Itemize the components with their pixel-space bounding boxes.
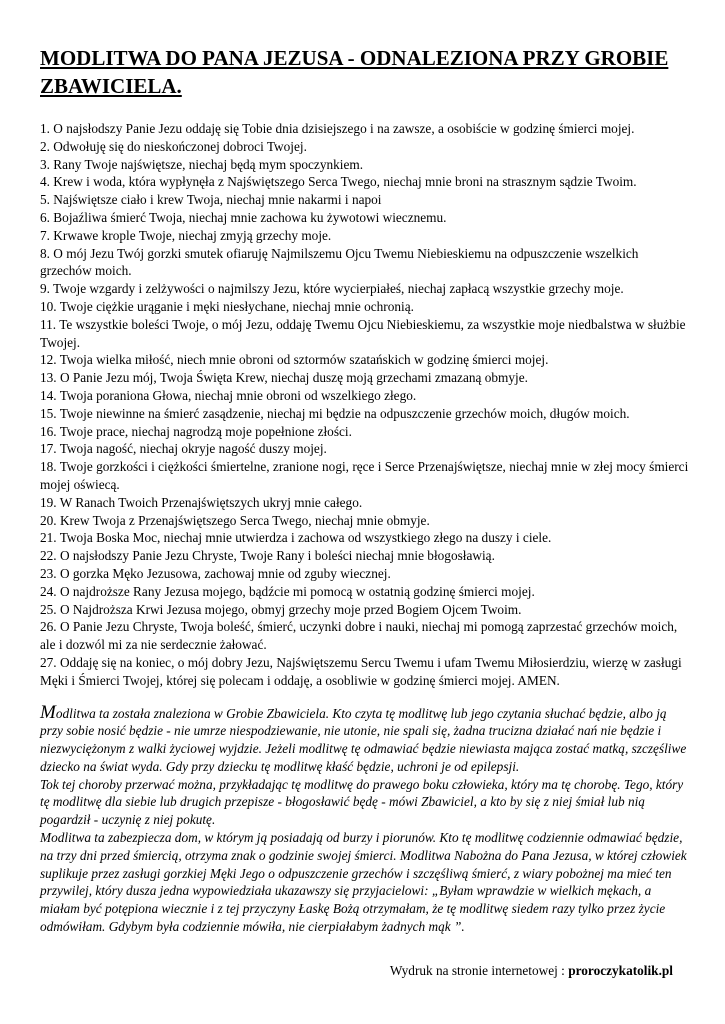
prayer-item: 7. Krwawe krople Twoje, niechaj zmyją grzechy moje. [40,227,332,243]
commentary-block [40,701,690,936]
commentary-paragraph [40,701,690,776]
prayer-item: 15. Twoje niewinne na śmierć zasądzenie, niechaj mi będzie na odpuszczenie grzechów moich, długów moich. [40,405,630,421]
prayer-item: 13. O Panie Jezu mój, Twoja Święta Krew, niechaj duszę moją grzechami zmazaną obmyje. [40,370,528,386]
prayer-item: 19. W Ranach Twoich Przenajświętszych ukryj mnie całego. [40,494,363,510]
prayer-item: 3. Rany Twoje najświętsze, niechaj będą mym spoczynkiem. [40,156,364,172]
prayer-item: 24. O najdroższe Rany Jezusa mojego, bądźcie mi pomocą w ostatnią godzinę śmierci mojej. [40,583,535,599]
commentary-paragraph: Tok tej choroby przerwać można, przykładając tę modlitwę do prawego boku człowieka, który ma tę chorobę. Tego, który tę modlitwę dla siebie lub drugich przepisze - błogosławić będę - mówi Zbawiciel, a kto by się z niej śmiał lub nią pogardził - uczynię z niej pokutę. [40,776,684,828]
prayer-item: 5. Najświętsze ciało i krew Twoja, niechaj mnie nakarmi i napoi [40,192,382,208]
document-page [40,44,690,936]
page-title: MODLITWA DO PANA JEZUSA - ODNALEZIONA PRZY GROBIE ZBAWICIELA. [40,46,669,98]
page-footer [40,962,673,980]
prayer-item: 20. Krew Twoja z Przenajświętszego Serca Twego, niechaj mnie obmyje. [40,512,430,528]
prayer-item: 18. Twoje gorzkości i ciężkości śmiertelne, zranione nogi, ręce i Serce Przenajświętsze, niechaj mnie w złej mocy śmierci mojej oświecą. [40,459,689,492]
prayer-item: 25. O Najdroższa Krwi Jezusa mojego, obmyj grzechy moje przed Bogiem Ojcem Twoim. [40,601,522,617]
prayer-item: 4. Krew i woda, która wypłynęła z Najświętszego Serca Twego, niechaj mnie broni na strasznym sądzie Twoim. [40,174,637,190]
prayer-item: 17. Twoja nagość, niechaj okryje nagość duszy mojej. [40,441,327,457]
prayer-item: 22. O najsłodszy Panie Jezu Chryste, Twoje Rany i boleści niechaj mnie błogosławią. [40,548,495,564]
prayer-item: 1. O najsłodszy Panie Jezu oddaję się Tobie dnia dzisiejszego i na zawsze, a osobiście w godzinę śmierci mojej. [40,121,635,136]
prayer-item: 9. Twoje wzgardy i zelżywości o najmilszy Jezu, które wycierpiałeś, niechaj zapłacą wszystkie grzechy moje. [40,281,624,297]
prayer-item: 8. O mój Jezu Twój gorzki smutek ofiaruję Najmilszemu Ojcu Twemu Niebieskiemu na odpuszczenie wszelkich grzechów moich. [40,245,639,279]
footer-prefix: Wydruk na stronie internetowej : [389,963,569,978]
prayer-item: 2. Odwołuję się do nieskończonej dobroci Twojej. [40,138,307,154]
commentary-text: odlitwa ta została znaleziona w Grobie Zbawiciela. Kto czyta tę modlitwę lub jego czytania słuchać będzie, albo ją przy sobie nosić będzie - nie umrze niespodziewanie, nie utonie, nie spali się, żadna trucizna działać nań nie będzie i niezwyciężonym z walki życiowej wyjdzie. Jeżeli modlitwę tę odmawiać będzie niewiasta mająca zostać matką, szczęśliwe dziecko na świat wyda. Gdy przy dziecku tę modlitwę kłaść będzie, uchroni je od epilepsji. [40,705,687,774]
drop-cap: M [40,701,56,723]
prayer-item: 12. Twoja wielka miłość, niech mnie obroni od sztormów szatańskich w godzinę śmierci mojej. [40,352,549,368]
prayer-item: 21. Twoja Boska Moc, niechaj mnie utwierdza i zachowa od wszystkiego złego na duszy i ciele. [40,530,552,546]
prayer-item: 16. Twoje prace, niechaj nagrodzą moje popełnione złości. [40,423,352,439]
prayer-list [40,120,690,690]
prayer-item: 11. Te wszystkie boleści Twoje, o mój Jezu, oddaję Twemu Ojcu Niebieskiemu, za wszystkie moje niedbalstwa w służbie Twojej. [40,316,686,350]
footer-site: proroczykatolik.pl [568,963,673,978]
commentary-paragraph: Modlitwa ta zabezpiecza dom, w którym ją posiadają od burzy i piorunów. Kto tę modlitwę codziennie odmawiać będzie, na trzy dni przed śmiercią, otrzyma znak o godzinie swojej śmierci. Modlitwa Nabożna do Pana Jezusa, w której człowiek suplikuje przez zasługi gorzkiej Męki Jego o odpuszczenie grzechów i szczęśliwą śmierć, z wiary pobożnej ma mieć ten przywilej, który dusza jedna wypowiedziała ukazawszy się przyjacielowi: „Byłam wprawdzie w wielkich mękach, a miałam być potępiona wiecznie i z tej przyczyny Łaskę Bożą otrzymałam, że tę modlitwę siedem razy tylko przez życie odmówiłam. Gdybym była codziennie mówiła, nie cierpiałabym żadnych mąk ”. [40,830,687,935]
prayer-item: 6. Bojaźliwa śmierć Twoja, niechaj mnie zachowa ku żywotowi wiecznemu. [40,209,447,225]
prayer-item: 23. O gorzka Męko Jezusowa, zachowaj mnie od zguby wiecznej. [40,565,391,581]
prayer-item: 10. Twoje ciężkie urąganie i męki niesłychane, niechaj mnie ochronią. [40,298,414,314]
prayer-item: 14. Twoja poraniona Głowa, niechaj mnie obroni od wszelkiego złego. [40,387,417,403]
prayer-item: 27. Oddaję się na koniec, o mój dobry Jezu, Najświętszemu Sercu Twemu i ufam Twemu Miłosierdziu, wierzę w zasługi Męki i Śmierci Twojej, której się polecam i oddaję, a osobliwie w godzinę śmierci mojej. AMEN. [40,654,682,688]
prayer-item: 26. O Panie Jezu Chryste, Twoja boleść, śmierć, uczynki dobre i nauki, niechaj mi pomogą zaprzestać grzechów moich, ale i dozwól mi za nie serdecznie żałować. [40,619,678,653]
